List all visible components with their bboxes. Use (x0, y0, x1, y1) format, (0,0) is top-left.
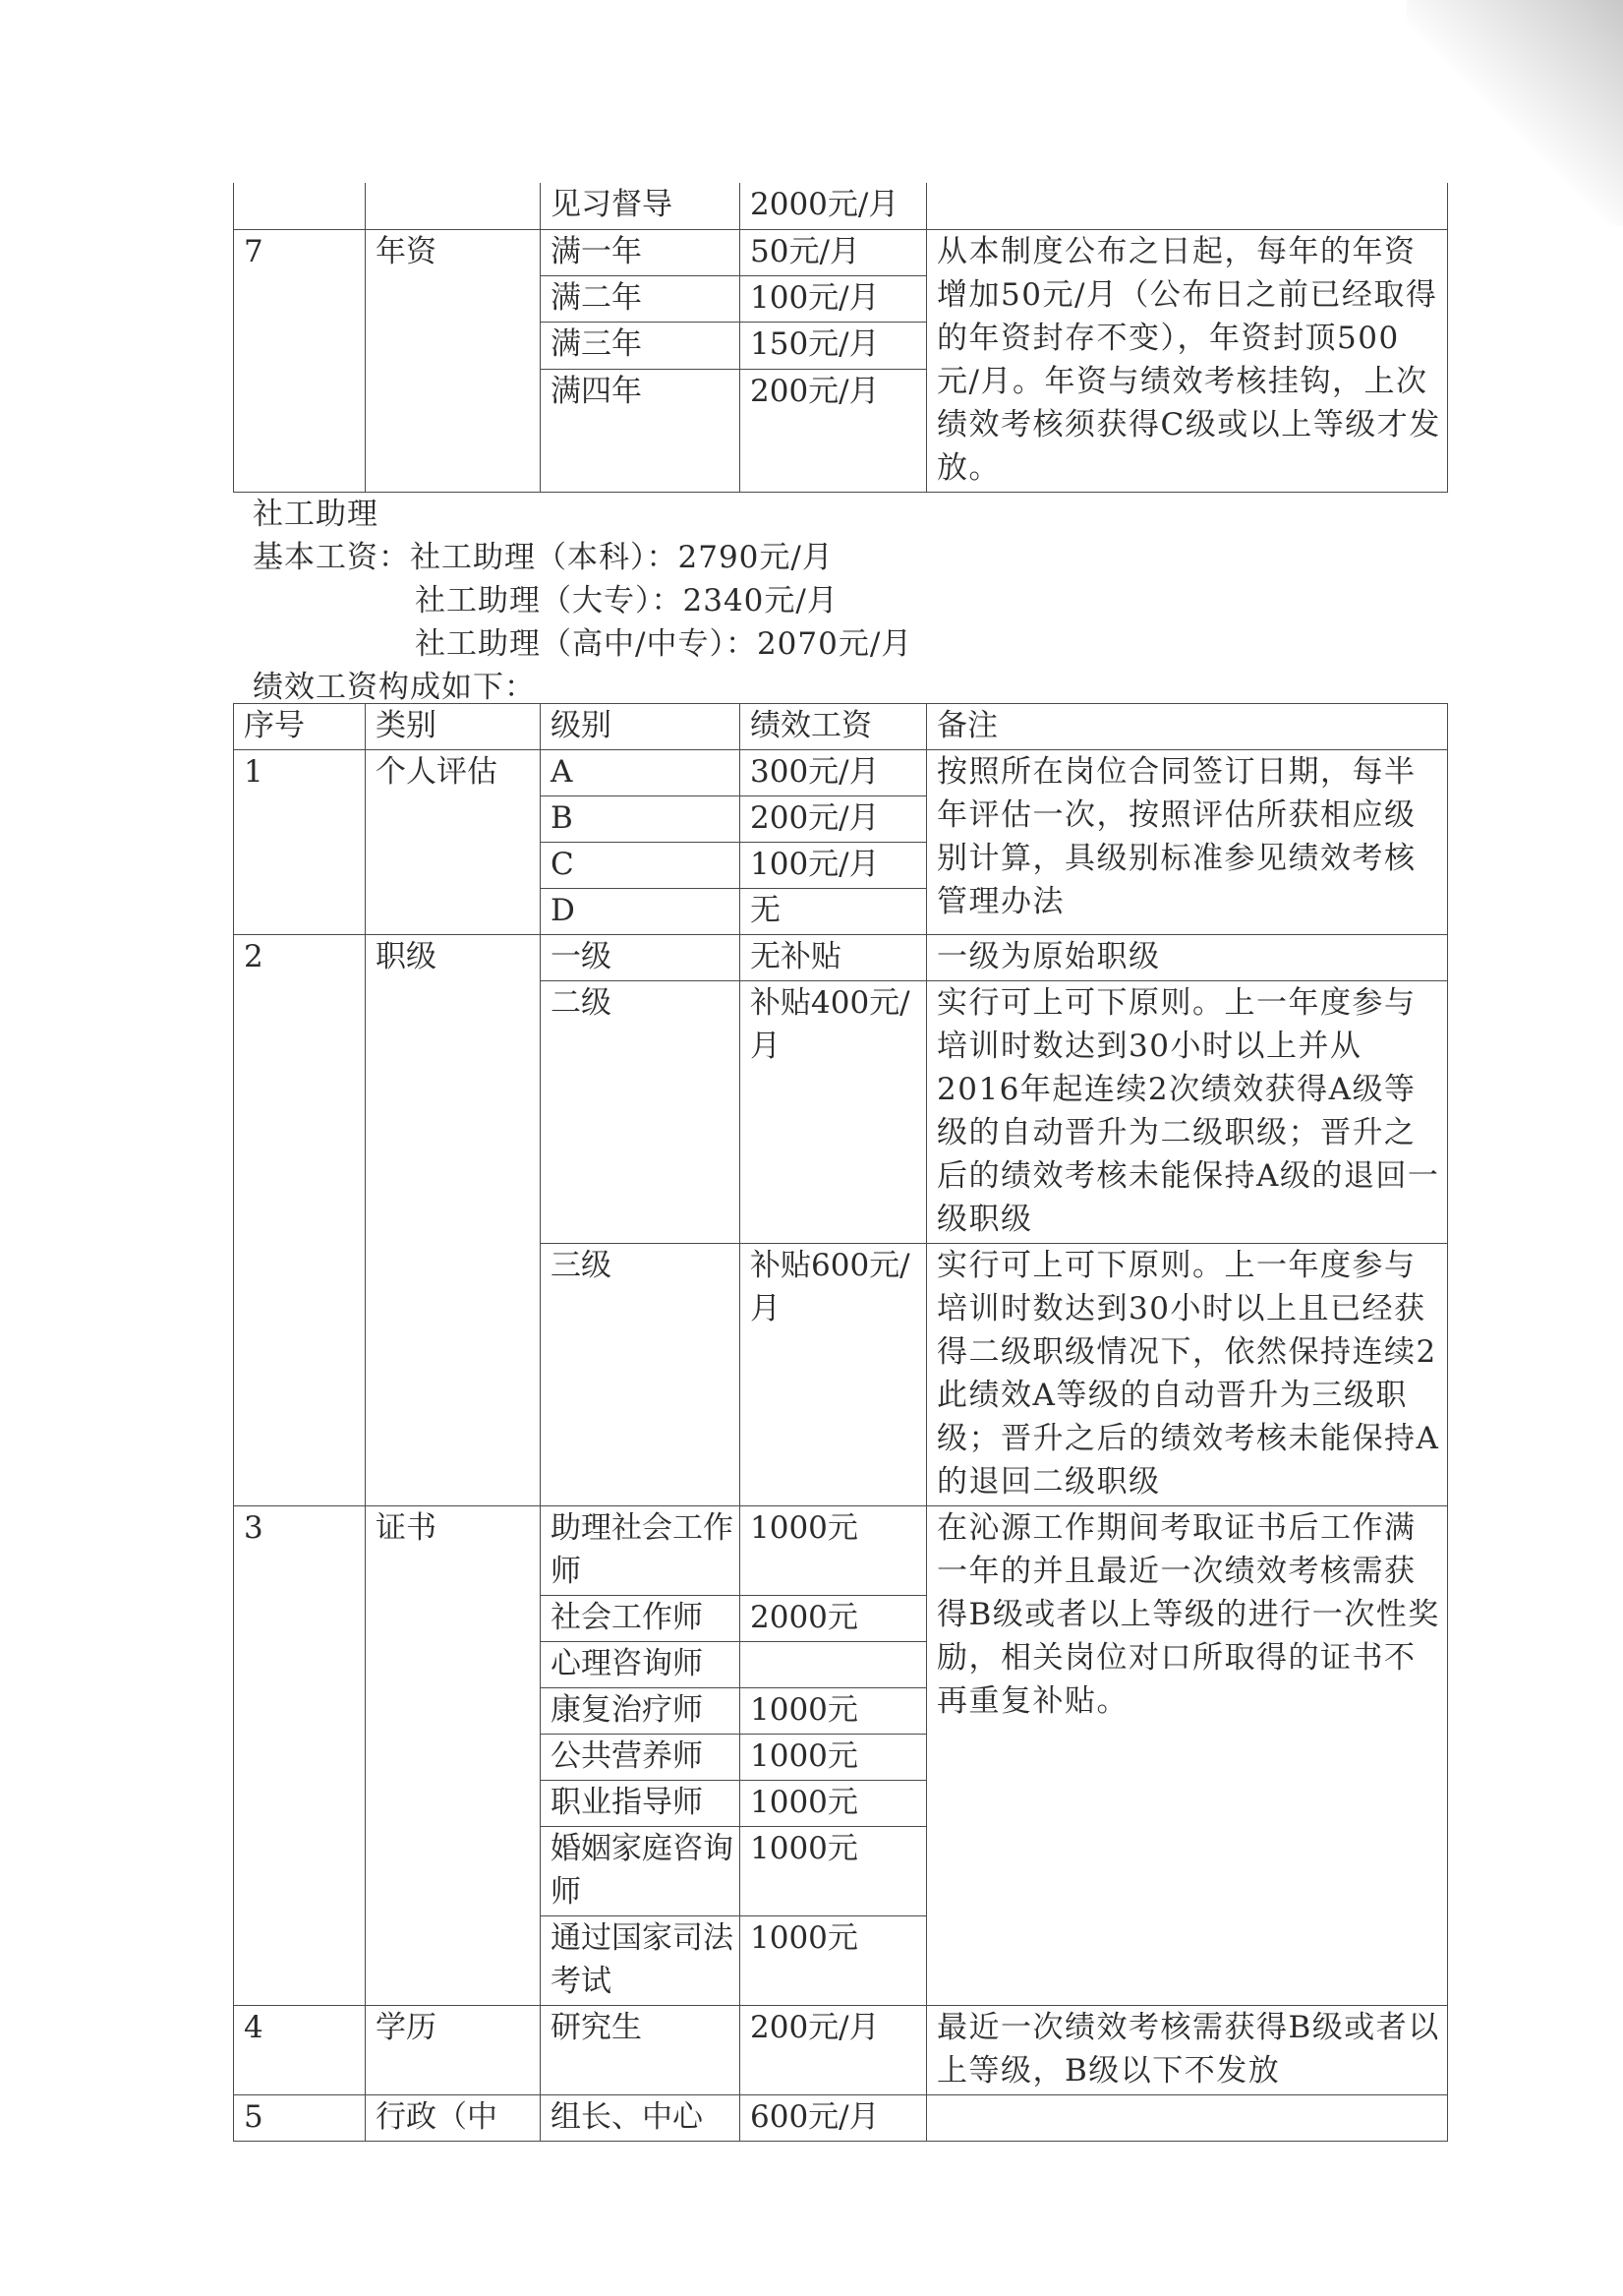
header-cell: 类别 (366, 704, 541, 750)
amount-cell: 150元/月 (740, 323, 927, 369)
level-cell: D (541, 889, 740, 935)
header-cell: 备注 (927, 704, 1448, 750)
amount-cell: 300元/月 (740, 750, 927, 796)
level-cell: 社会工作师 (541, 1596, 740, 1642)
row-number: 2 (234, 935, 366, 1506)
header-cell: 序号 (234, 704, 366, 750)
basic-salary-label: 基本工资： (253, 540, 410, 575)
note-cell: 一级为原始职级 (927, 935, 1448, 981)
section-title: 社工助理 (253, 497, 378, 532)
basic-salary-line: 社工助理（本科）：2790元/月 (410, 540, 834, 575)
level-cell: 三级 (541, 1244, 740, 1506)
level-cell: 一级 (541, 935, 740, 981)
row-number: 4 (234, 2006, 366, 2095)
performance-table (233, 703, 1448, 2142)
level-cell: 满四年 (541, 369, 740, 492)
amount-cell: 50元/月 (740, 229, 927, 275)
amount-cell: 1000元 (740, 1781, 927, 1827)
note-cell (927, 2095, 1448, 2142)
row-number: 5 (234, 2095, 366, 2142)
amount-cell: 2000元/月 (740, 183, 927, 229)
amount-cell: 100元/月 (740, 275, 927, 322)
amount-cell: 1000元 (740, 1735, 927, 1781)
note-cell (927, 183, 1448, 229)
amount-cell: 1000元 (740, 1688, 927, 1735)
amount-cell: 无补贴 (740, 935, 927, 981)
level-cell: 研究生 (541, 2006, 740, 2095)
amount-cell: 200元/月 (740, 796, 927, 843)
level-cell: A (541, 750, 740, 796)
note-cell: 按照所在岗位合同签订日期，每半年评估一次，按照评估所获相应级别计算，具级别标准参见绩效考核管理办法 (927, 750, 1448, 935)
amount-cell: 200元/月 (740, 2006, 927, 2095)
level-cell: 满一年 (541, 229, 740, 275)
level-cell: B (541, 796, 740, 843)
performance-intro: 绩效工资构成如下： (253, 670, 536, 705)
category-cell: 学历 (366, 2006, 541, 2095)
level-cell: 公共营养师 (541, 1735, 740, 1781)
amount-cell: 补贴400元/月 (740, 981, 927, 1244)
level-cell: 助理社会工作师 (541, 1506, 740, 1596)
basic-salary-line: 社工助理（高中/中专）：2070元/月 (415, 626, 913, 662)
note-cell: 最近一次绩效考核需获得B级或者以上等级，B级以下不发放 (927, 2006, 1448, 2095)
amount-cell: 1000元 (740, 1506, 927, 1596)
level-cell: 见习督导 (541, 183, 740, 229)
table-header-row (234, 704, 1448, 750)
amount-cell: 1000元 (740, 1827, 927, 1916)
level-cell: 职业指导师 (541, 1781, 740, 1827)
amount-cell: 200元/月 (740, 369, 927, 492)
level-cell: 通过国家司法考试 (541, 1916, 740, 2006)
level-cell: 二级 (541, 981, 740, 1244)
level-cell: 心理咨询师 (541, 1642, 740, 1688)
row-number: 7 (234, 229, 366, 492)
level-cell: 满三年 (541, 323, 740, 369)
note-cell: 实行可上可下原则。上一年度参与培训时数达到30小时以上且已经获得二级职级情况下，依然保持连续2此绩效A等级的自动晋升为三级职级；晋升之后的绩效考核未能保持A的退回二级职级 (927, 1244, 1448, 1506)
category-cell: 年资 (366, 229, 541, 492)
level-cell: 康复治疗师 (541, 1688, 740, 1735)
amount-cell: 600元/月 (740, 2095, 927, 2142)
category-cell: 个人评估 (366, 750, 541, 935)
header-cell: 级别 (541, 704, 740, 750)
amount-cell: 补贴600元/月 (740, 1244, 927, 1506)
category-cell: 证书 (366, 1506, 541, 2006)
amount-cell: 100元/月 (740, 843, 927, 889)
level-cell: 满二年 (541, 275, 740, 322)
assistant-section (253, 493, 912, 709)
seniority-table (233, 183, 1448, 493)
table-cell (234, 183, 366, 229)
amount-cell (740, 1642, 927, 1688)
amount-cell: 1000元 (740, 1916, 927, 2006)
category-cell: 行政（中 (366, 2095, 541, 2142)
level-cell: 婚姻家庭咨询师 (541, 1827, 740, 1916)
row-number: 3 (234, 1506, 366, 2006)
header-cell: 绩效工资 (740, 704, 927, 750)
note-cell: 实行可上可下原则。上一年度参与培训时数达到30小时以上并从2016年起连续2次绩效获得A级等级的自动晋升为二级职级；晋升之后的绩效考核未能保持A级的退回一级职级 (927, 981, 1448, 1244)
note-cell: 从本制度公布之日起，每年的年资增加50元/月（公布日之前已经取得的年资封存不变），年资封顶500元/月。年资与绩效考核挂钩，上次绩效考核须获得C级或以上等级才发放。 (927, 229, 1448, 492)
category-cell: 职级 (366, 935, 541, 1506)
level-cell: 组长、中心 (541, 2095, 740, 2142)
amount-cell: 2000元 (740, 1596, 927, 1642)
row-number: 1 (234, 750, 366, 935)
level-cell: C (541, 843, 740, 889)
table-cell (366, 183, 541, 229)
basic-salary-line: 社工助理（大专）：2340元/月 (415, 583, 839, 618)
amount-cell: 无 (740, 889, 927, 935)
note-cell: 在沁源工作期间考取证书后工作满一年的并且最近一次绩效考核需获得B级或者以上等级的进行一次性奖励，相关岗位对口所取得的证书不再重复补贴。 (927, 1506, 1448, 2006)
